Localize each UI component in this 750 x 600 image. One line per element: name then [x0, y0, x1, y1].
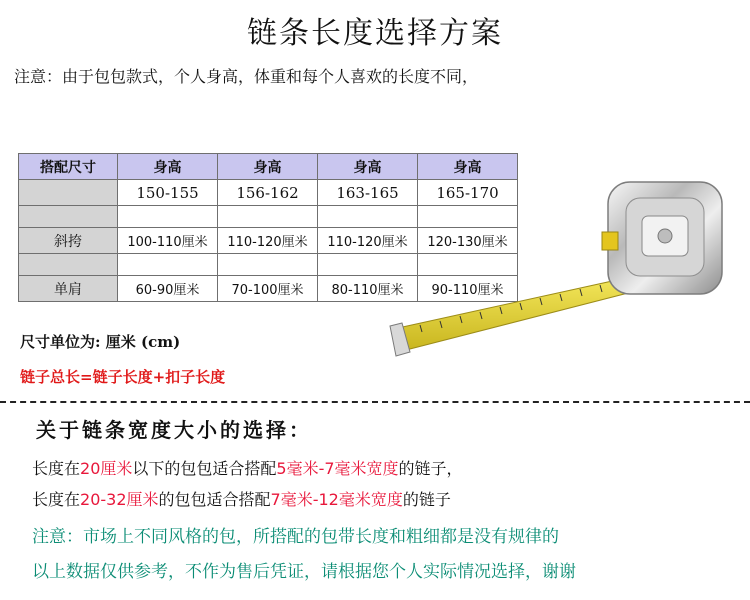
- rule-width: 7毫米-12毫米宽度: [270, 490, 403, 509]
- rule-text: 的包包适合搭配: [158, 490, 271, 509]
- height-range: 156-162: [218, 180, 318, 206]
- rule-width: 5毫米-7毫米宽度: [276, 459, 399, 478]
- table-cell: 60-90厘米: [118, 276, 218, 302]
- width-rule-2: [32, 487, 451, 510]
- height-range: 163-165: [318, 180, 418, 206]
- table-cell: 70-100厘米: [218, 276, 318, 302]
- column-header: 身高: [318, 154, 418, 180]
- table-cell: 110-120厘米: [318, 228, 418, 254]
- rule-length: 20厘米: [80, 459, 133, 478]
- tape-measure-image: [380, 160, 740, 370]
- table-cell: 120-130厘米: [418, 228, 518, 254]
- notice-line-1: 注意：市场上不同风格的包，所搭配的包带长度和粗细都是没有规律的: [32, 527, 559, 547]
- rule-text: 的链子，: [398, 459, 463, 478]
- rule-text: 长度在: [32, 490, 81, 509]
- width-rule-1: [32, 456, 463, 479]
- empty-cell: [218, 206, 318, 228]
- table-cell: 110-120厘米: [218, 228, 318, 254]
- table-corner-header: 搭配尺寸: [19, 154, 118, 180]
- table-cell: 80-110厘米: [318, 276, 418, 302]
- height-range: 165-170: [418, 180, 518, 206]
- chain-length-formula: 链子总长=链子长度+扣子长度: [20, 368, 226, 386]
- row-label-shoulder: 单肩: [19, 276, 118, 302]
- empty-cell: [118, 206, 218, 228]
- column-header: 身高: [418, 154, 518, 180]
- height-range: 150-155: [118, 180, 218, 206]
- section-divider: [0, 401, 750, 403]
- column-header: 身高: [218, 154, 318, 180]
- rule-length: 20-32厘米: [80, 490, 159, 509]
- notice-line-2: 以上数据仅供参考，不作为售后凭证，请根据您个人实际情况选择，谢谢: [32, 562, 576, 582]
- row-label-empty: [19, 180, 118, 206]
- top-note: 注意：由于包包款式，个人身高，体重和每个人喜欢的长度不同，: [14, 67, 479, 86]
- rule-text: 长度在: [32, 459, 81, 478]
- empty-cell: [118, 254, 218, 276]
- rule-text: 的链子: [402, 490, 451, 509]
- page-title: 链条长度选择方案: [247, 16, 503, 51]
- table-cell: 90-110厘米: [418, 276, 518, 302]
- row-label-empty: [19, 254, 118, 276]
- row-label-empty: [19, 206, 118, 228]
- rule-text: 以下的包包适合搭配: [132, 459, 277, 478]
- unit-note: 尺寸单位为: 厘米 (cm): [20, 333, 181, 351]
- width-section-heading: 关于链条宽度大小的选择：: [36, 418, 312, 442]
- row-label-crossbody: 斜挎: [19, 228, 118, 254]
- table-cell: 100-110厘米: [118, 228, 218, 254]
- empty-cell: [218, 254, 318, 276]
- column-header: 身高: [118, 154, 218, 180]
